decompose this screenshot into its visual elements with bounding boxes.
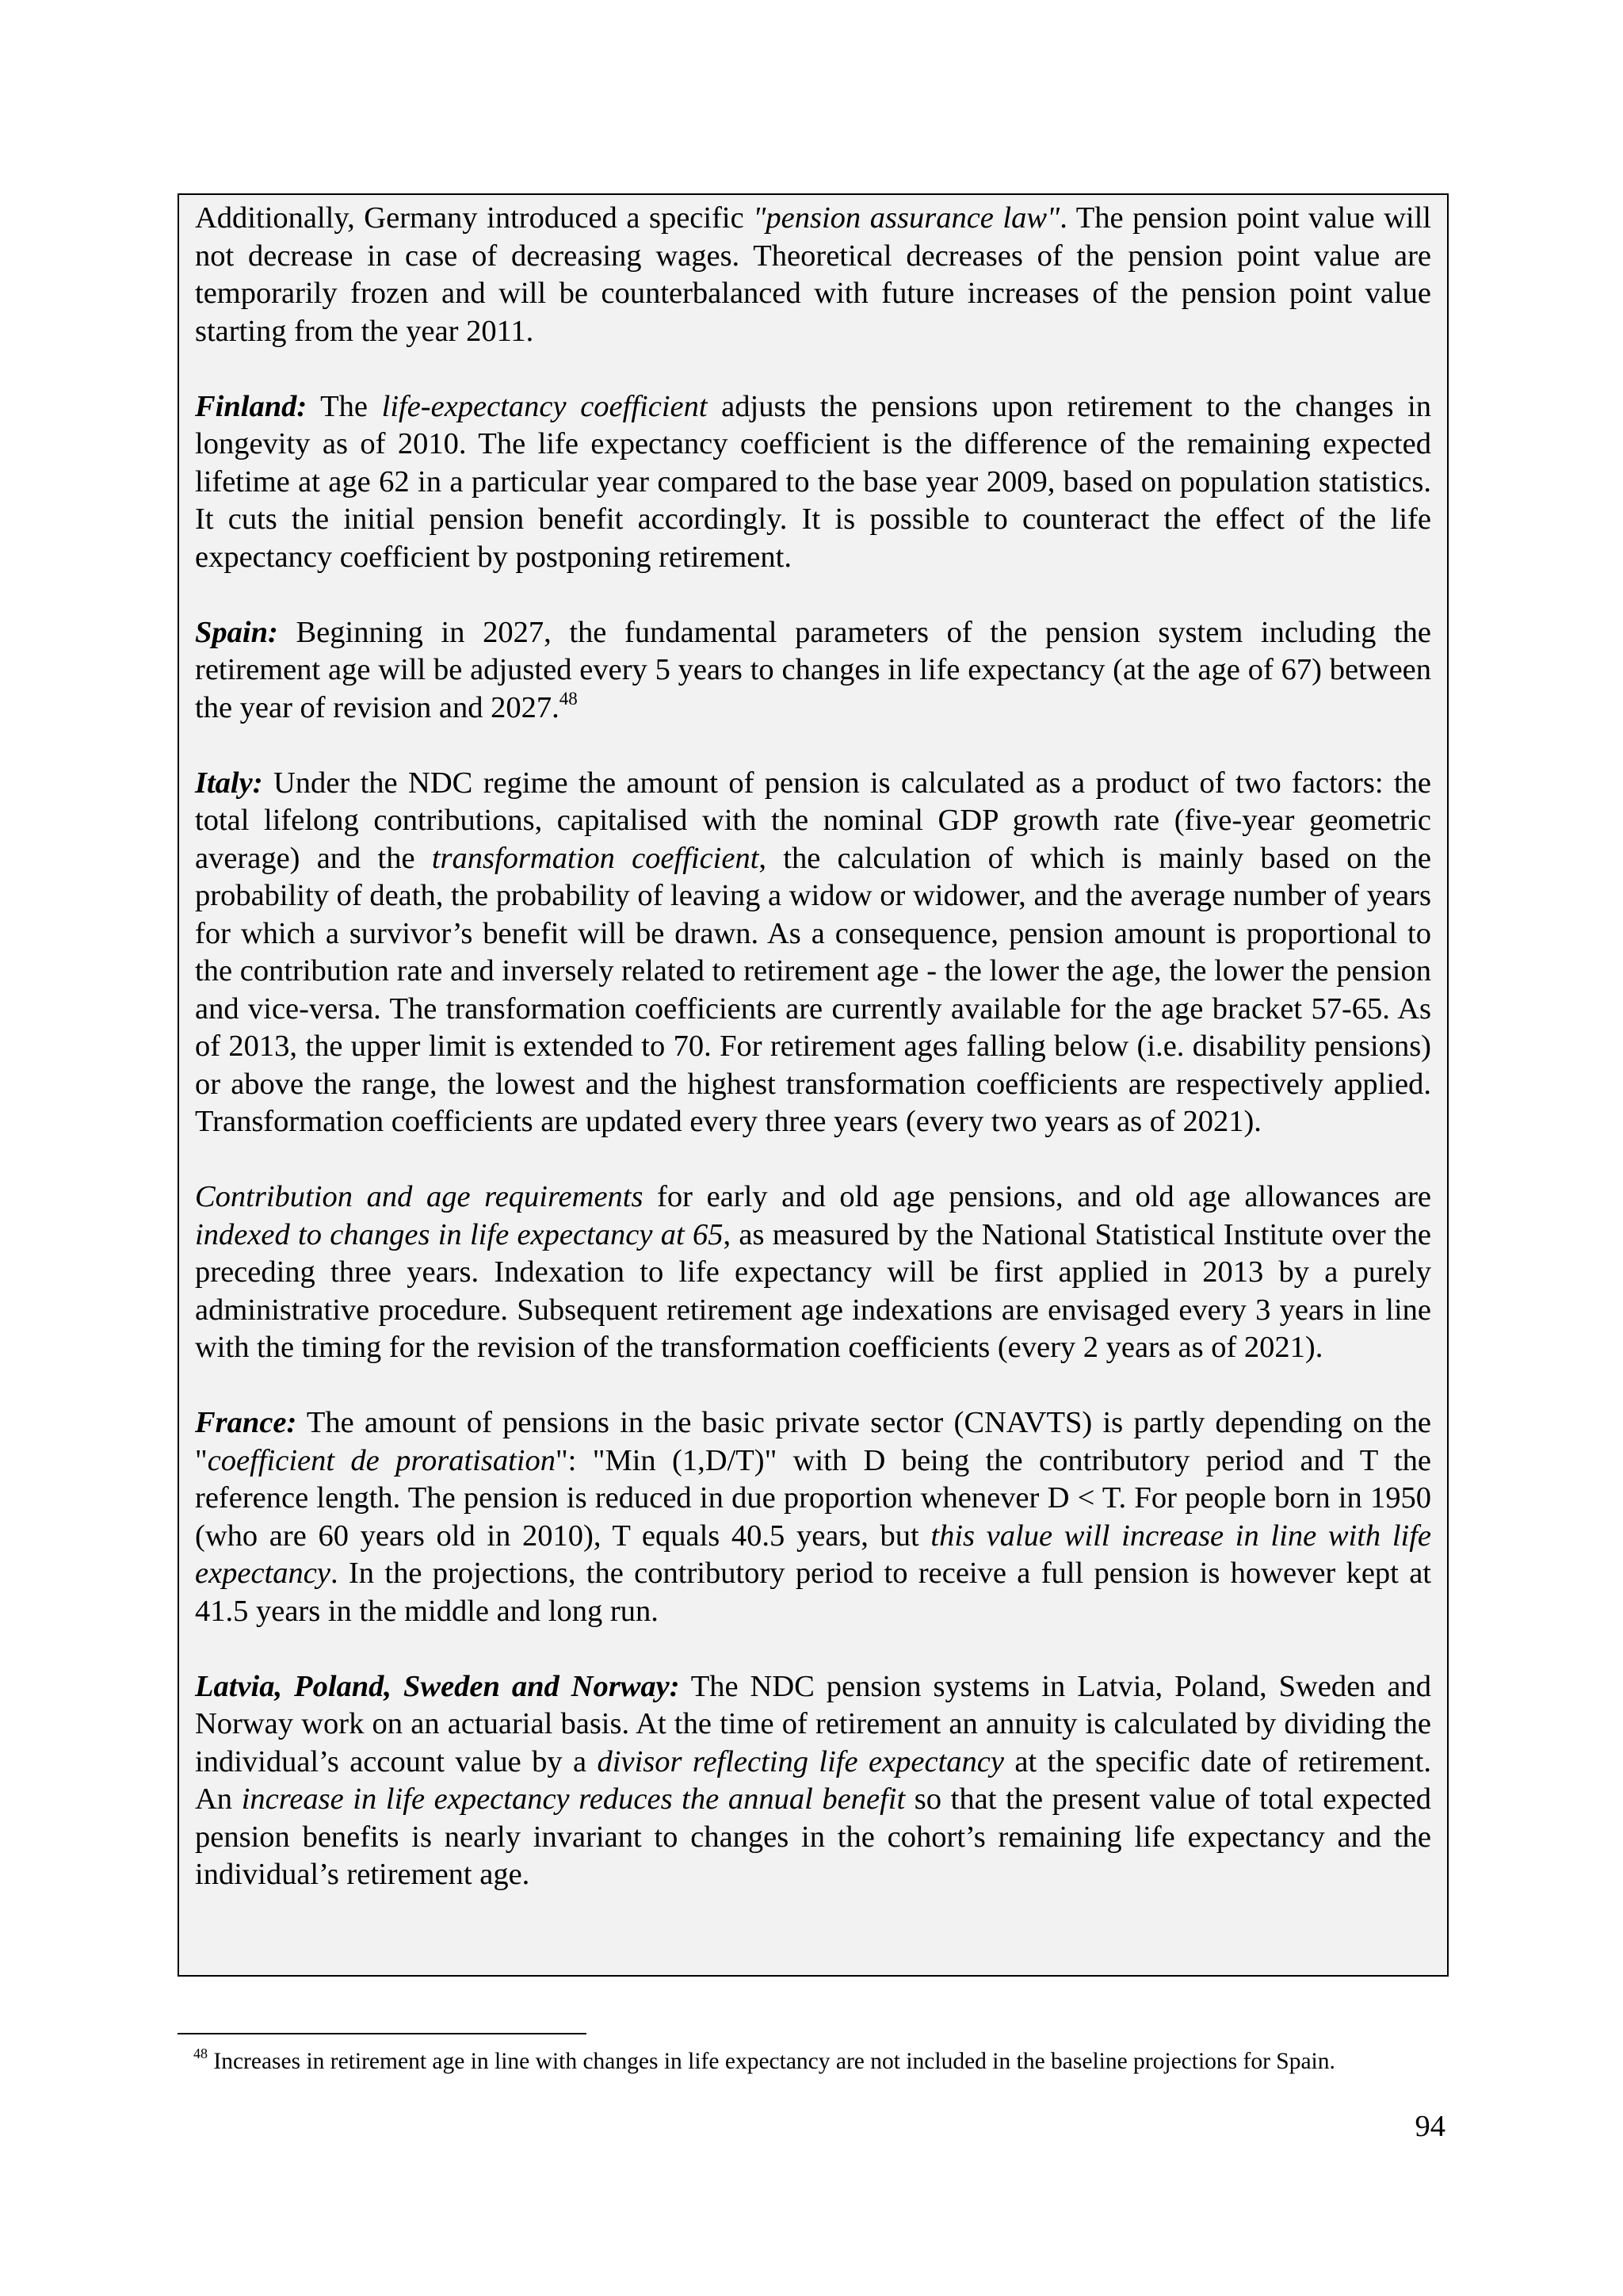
paragraph-spain [195,614,1431,728]
germany-text-2: . The pension point value will not decrease in case of decreasing wages. Theoretical decreases of the pension point value are temporarily frozen and will be counterbalanced with future increases of the pension point value starting from the year 2011. [195,201,1432,348]
footnote [193,2046,1433,2077]
ndc-text-1: The NDC pension systems in Latvia, Poland, Sweden and Norway work on an actuarial basis. At the time of retirement an annuity is calculated by dividing the individual’s account value by a [195,1669,1431,1778]
paragraph-france [195,1404,1431,1630]
footnote-reference[interactable]: 48 [559,688,578,709]
spain-text-1: Beginning in 2027, the fundamental parameters of the pension system including the retirement age will be adjusted every 5 years to changes in life expectancy (at the age of 67) between the year of revision and 2027. [195,615,1431,724]
footnote-number: 48 [193,2046,208,2061]
ndc-italic-2: increase in life expectancy reduces the annual benefit [241,1782,906,1816]
france-lead: France: [195,1406,297,1439]
spain-lead: Spain: [195,615,278,649]
paragraph-germany [195,200,1431,350]
ndc-text-2: at the specific date of retirement. An [195,1744,1431,1816]
finland-italic-coefficient: life-expectancy coefficient [381,389,708,423]
footnote-separator [178,2033,586,2034]
contribution-text-2: , as measured by the National Statistical Institute over the preceding three years. Indexation to life expectancy will be first applied in 2013 by a purely administrative procedure. Subsequent retirement age indexations are envisaged every 3 years in line with the timing for the revision of the transformation coefficients (every 2 years as of 2021). [195,1217,1431,1364]
paragraph-finland [195,388,1431,577]
italy-italic-coefficient: transformation coefficient [431,841,759,875]
france-italic-2: this value will increase in line with life expectancy [195,1519,1431,1590]
germany-italic-law: "pension assurance law" [753,201,1060,235]
page-number: 94 [1415,2110,1445,2143]
ndc-text-3: so that the present value of total expected pension benefits is nearly invariant to changes in the cohort’s remaining life expectancy and the individual’s retirement age. [195,1782,1431,1891]
ndc-lead: Latvia, Poland, Sweden and Norway: [195,1669,680,1703]
italy-lead: Italy: [195,766,263,800]
ndc-italic-1: divisor reflecting life expectancy [597,1744,1004,1778]
france-text-1: The amount of pensions in the basic private sector (CNAVTS) is partly depending on the " [195,1406,1431,1477]
finland-text-1: The [307,389,382,423]
france-text-3: . In the projections, the contributory period to receive a full pension is however kept at 41.5 years in the middle and long run. [195,1557,1431,1628]
contribution-italic-1: Contribution and age requirements [195,1180,643,1213]
paragraph-italy [195,765,1431,1141]
germany-text-1: Additionally, Germany introduced a specific [195,201,754,235]
paragraph-contribution [195,1179,1431,1367]
footnote-text: Increases in retirement age in line with changes in life expectancy are not included in the baseline projections for Spain. [208,2049,1335,2074]
contribution-italic-2: indexed to changes in life expectancy at 65 [195,1217,724,1251]
finland-lead: Finland: [195,389,307,423]
life-expectancy-box [178,193,1449,1977]
contribution-text-1: for early and old age pensions, and old age allowances are [643,1180,1431,1213]
france-text-2: ": "Min (1,D/T)" with D being the contributory period and T the reference length. The pension is reduced in due proportion whenever D < T. For people born in 1950 (who are 60 years old in 2010), T equals 40.5 years, but [195,1443,1431,1553]
paragraph-ndc [195,1668,1431,1894]
france-italic-1: coefficient de proratisation [207,1443,556,1477]
italy-text-1: Under the NDC regime the amount of pension is calculated as a product of two factors: the total lifelong contributions, capitalised with the nominal GDP growth rate (five-year geometric average) and the [195,766,1431,875]
finland-text-2: adjusts the pensions upon retirement to the changes in longevity as of 2010. The life expectancy coefficient is the difference of the remaining expected lifetime at age 62 in a particular year compared to the base year 2009, based on population statistics. It cuts the initial pension benefit accordingly. It is possible to counteract the effect of the life expectancy coefficient by postponing retirement. [195,389,1431,574]
italy-text-2: , the calculation of which is mainly based on the probability of death, the probability of leaving a widow or widower, and the average number of years for which a survivor’s benefit will be drawn. As a consequence, pension amount is proportional to the contribution rate and inversely related to retirement age - the lower the age, the lower the pension and vice-versa. The transformation coefficients are currently available for the age bracket 57-65. As of 2013, the upper limit is extended to 70. For retirement ages falling below (i.e. disability pensions) or above the range, the lowest and the highest transformation coefficients are respectively applied. Transformation coefficients are updated every three years (every two years as of 2021). [195,841,1431,1138]
